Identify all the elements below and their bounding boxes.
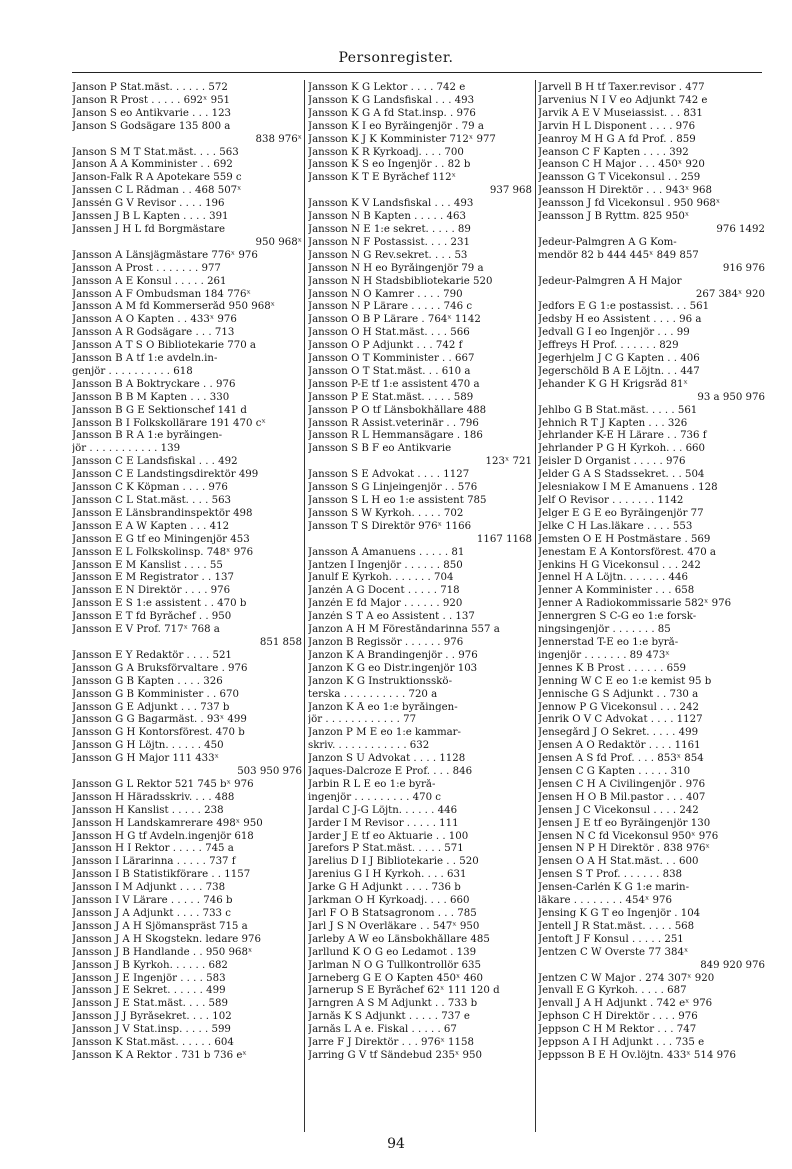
- register-entry: Jansson O P Adjunkt . . . 742 f: [308, 340, 463, 352]
- register-entry: Janssén G V Revisor . . . . 196: [72, 198, 225, 210]
- register-entry: Jansson K S eo Ingenjör . . 82 b: [308, 159, 471, 171]
- register-entry: Jarelius D I J Bibliotekarie . . 520: [308, 856, 479, 868]
- register-entry: Jenning W C E eo 1:e kemist 95 b: [538, 675, 712, 687]
- register-entry: Jansson E N Direktör . . . . 976: [72, 585, 231, 597]
- register-entry: 1167 1168: [476, 533, 532, 545]
- register-entry: Jedvall G I eo Ingenjör . . . 99: [538, 327, 690, 339]
- register-entry: Jansson E M Kanslist . . . . 55: [72, 559, 223, 571]
- register-entry: Jarkman O H Kyrkoadj. . . . 660: [308, 895, 470, 907]
- header-rule: [72, 72, 762, 73]
- register-entry: Janssen J H L fd Borgmästare: [72, 223, 226, 235]
- register-entry: Jennische G S Adjunkt . . 730 a: [538, 688, 699, 700]
- register-entry: Jarvik A E V Museiassist. . . 831: [538, 107, 703, 119]
- register-entry: Jansson K J K Komminister 712ˣ 977: [308, 133, 496, 145]
- register-entry: Jarvenius N I V eo Adjunkt 742 e: [538, 94, 708, 106]
- register-entry: Jarvell B H tf Taxer.revisor . 477: [538, 82, 705, 93]
- register-entry: Janson Å A Komminister . . 692: [72, 159, 233, 171]
- register-entry: Jensen N C fd Vicekonsul 950ˣ 976: [538, 830, 719, 842]
- register-entry: Janulf E Kyrkoh. . . . . . . 704: [308, 572, 454, 584]
- register-entry: Jansson K I eo Byråingenjör . 79 a: [308, 120, 484, 132]
- register-entry: jör . . . . . . . . . . . 139: [72, 443, 181, 455]
- register-entry: Jehlbo G B Stat.mäst. . . . . 561: [538, 404, 698, 416]
- register-entry: Jensing K G T eo Ingenjör . 104: [538, 908, 701, 919]
- register-entry: skriv. . . . . . . . . . . . 632: [308, 740, 430, 752]
- register-columns: [72, 82, 765, 1132]
- register-entry: Jansson G H Kontorsförest. 470 b: [72, 727, 245, 739]
- register-entry: Jansson H I Rektor . . . . . 745 a: [72, 843, 234, 855]
- register-entry: Jansson J E Stat.mäst. . . . 589: [72, 998, 228, 1010]
- register-entry: Jehrlander K-E H Lärare . . 736 f: [538, 430, 707, 442]
- register-entry: Jensen-Carlén K G 1:e marin-: [538, 882, 690, 894]
- register-entry: Jansson O T Stat.mäst. . . 610 a: [308, 365, 471, 377]
- register-entry: Jansson K V Landsfiskal . . . 493: [308, 198, 474, 210]
- register-entry: Jenrik O V C Advokat . . . . 1127: [538, 714, 703, 726]
- register-entry: Janson-Falk R A Apotekare 559 c: [72, 172, 242, 184]
- register-entry: Jensen A O Redaktör . . . . 1161: [538, 740, 701, 752]
- register-entry: Jarleby A W eo Länsbokhållare 485: [308, 933, 490, 945]
- register-entry: Janson S M T Stat.mäst. . . . 563: [72, 146, 239, 158]
- register-entry: Janzon K A Brandingenjör . . 976: [308, 649, 478, 661]
- register-entry: Jansson J B Handlande . . 950 968ˣ: [72, 946, 253, 958]
- register-entry: Jansson B B M Kapten . . . 330: [72, 391, 230, 403]
- register-entry: Jansson E Y Redaktör . . . . 521: [72, 649, 232, 661]
- register-entry: Jansson P-E tf 1:e assistent 470 a: [308, 378, 480, 390]
- register-entry: Janzén E fd Major . . . . . . 920: [308, 598, 463, 610]
- register-entry: Jarenius G I H Kyrkoh. . . . 631: [308, 869, 467, 881]
- register-entry: Jarnerup S E Byråchef 62ˣ 111 120 d: [308, 985, 500, 997]
- register-entry: Janzon B Regissör . . . . . . 976: [308, 636, 464, 648]
- register-entry: 93 a 950 976: [697, 391, 765, 403]
- register-entry: Jansson K G Lektor . . . . 742 e: [308, 82, 466, 93]
- register-entry: Jelke C H Las.läkare . . . . 553: [538, 520, 693, 532]
- register-entry: Jensen C G Kapten . . . . . 310: [538, 766, 691, 778]
- register-entry: Jentoft J F Konsul . . . . . 251: [538, 933, 684, 945]
- register-entry: Janssen C L Rådman . . 468 507ˣ: [72, 185, 242, 197]
- register-entry: Jennergren S C-G eo 1:e forsk-: [538, 611, 697, 623]
- register-entry: Jenvall E G Kyrkoh. . . . . 687: [538, 985, 687, 997]
- register-entry: Jansson R L Hemmansägare . 186: [308, 430, 483, 442]
- register-entry: Jansson A Länsjägmästare 776ˣ 976: [72, 249, 258, 261]
- register-entry: Jansson O B P Lärare . 764ˣ 1142: [308, 314, 481, 326]
- register-entry: Jenvall J A H Adjunkt . 742 eˣ 976: [538, 998, 713, 1010]
- register-entry: 849 920 976: [700, 959, 765, 971]
- register-entry: Jansson A T S O Bibliotekarie 770 a: [72, 340, 256, 352]
- register-entry: Jansson B I Folkskollärare 191 470 cˣ: [72, 417, 266, 429]
- register-entry: Jansson E A W Kapten . . . 412: [72, 520, 230, 532]
- register-entry: Jenestam E A Kontorsförest. 470 a: [538, 546, 716, 558]
- register-entry: Jenkins H G Vicekonsul . . . 242: [538, 559, 701, 571]
- register-entry: 916 976: [722, 262, 765, 274]
- register-entry: Jansson G L Rektor 521 745 bˣ 976: [72, 778, 254, 790]
- register-entry: 950 968ˣ: [255, 236, 302, 248]
- register-entry: Jansson A Prost . . . . . . . 977: [72, 262, 221, 274]
- register-entry: Jarl J S N Överläkare . . 547ˣ 950: [308, 920, 480, 932]
- register-entry: Jeansson J fd Vicekonsul . 950 968ˣ: [538, 198, 721, 210]
- register-entry: Jedsby H eo Assistent . . . . 96 a: [538, 314, 702, 326]
- register-entry: Jansson J B Kyrkoh. . . . . . 682: [72, 959, 228, 971]
- register-entry: Jansson H Landskamrerare 498ˣ 950: [72, 817, 263, 829]
- register-entry: Jansson K G A fd Stat.insp. . 976: [308, 107, 476, 119]
- register-entry: Jeppson A I H Adjunkt . . . 735 e: [538, 1037, 705, 1049]
- register-entry: Jansson K Stat.mäst. . . . . . 604: [72, 1037, 234, 1049]
- register-entry: ingenjör . . . . . . . . . 470 c: [308, 791, 442, 803]
- register-entry: Janson P Stat.mäst. . . . . . 572: [72, 82, 228, 93]
- register-entry: Jeansson J B Ryttm. 825 950ˣ: [538, 211, 690, 223]
- register-entry: Jansson B R A 1:e byråingen-: [72, 430, 223, 442]
- register-entry: mendör 82 b 444 445ˣ 849 857: [538, 249, 699, 261]
- register-entry: Jedeur-Palmgren Å H Major: [538, 275, 682, 287]
- register-entry: Jarke G H Adjunkt . . . . 736 b: [308, 882, 461, 894]
- register-entry: Jennel H A Löjtn. . . . . . . 446: [538, 572, 688, 584]
- register-entry: Jenner A Radiokommissarie 582ˣ 976: [538, 598, 732, 610]
- register-entry: Jensen C H A Civilingenjör . 976: [538, 778, 706, 790]
- register-entry: Jephson C H Direktör . . . . 976: [538, 1011, 698, 1023]
- register-entry: Jemsten O E H Postmästare . 569: [538, 533, 711, 545]
- register-entry: Jansson G B Komminister . . 670: [72, 688, 239, 700]
- register-entry: Jeansson H Direktör . . . 943ˣ 968: [538, 185, 712, 197]
- register-entry: Jansson G A Bruksförvaltare . 976: [72, 662, 248, 674]
- register-entry: Jansson K G Landsfiskal . . . 493: [308, 94, 475, 106]
- register-entry: Jeppsson B E H Öv.löjtn. 433ˣ 514 976: [538, 1049, 737, 1061]
- register-entry: Jansson J E Sekret. . . . . . 499: [72, 985, 226, 997]
- register-entry: Jelf O Revisor . . . . . . . 1142: [538, 495, 684, 506]
- register-entry: Jansson T S Direktör 976ˣ 1166: [308, 520, 472, 532]
- register-entry: Jansson N G Rev.sekret. . . . 53: [308, 249, 468, 261]
- register-entry: Jansson K T E Byråchef 112ˣ: [308, 172, 456, 184]
- register-entry: Jansson E S 1:e assistent . . 470 b: [72, 598, 247, 610]
- register-entry: Jegerschöld B A E Löjtn. . . 447: [538, 365, 700, 377]
- register-entry: Jansson G H Löjtn. . . . . . 450: [72, 740, 224, 752]
- register-entry: Jansson I Lärarinna . . . . . 737 f: [72, 856, 236, 868]
- register-entry: Jansson G H Major 111 433ˣ: [72, 753, 219, 765]
- register-entry: Jansson J V Stat.insp. . . . . 599: [72, 1024, 231, 1036]
- register-entry: Jansson I B Statistikförare . . 1157: [72, 869, 251, 881]
- register-entry: Jennow P G Vicekonsul . . . 242: [538, 701, 699, 713]
- register-entry: Jansson E L Folkskolinsp. 748ˣ 976: [72, 546, 254, 558]
- register-entry: Jansson I V Lärare . . . . . 746 b: [72, 895, 233, 907]
- register-entry: Jansson E M Registrator . . 137: [72, 572, 234, 584]
- register-entry: Jeanroy M H G A fd Prof. . 859: [538, 133, 696, 145]
- register-entry: Jeisler D Organist . . . . . 976: [538, 456, 686, 468]
- register-entry: Jensen A S fd Prof. . . . 853ˣ 854: [538, 753, 704, 765]
- register-entry: Janssen J B L Kapten . . . . 391: [72, 211, 229, 223]
- register-column-3: [538, 82, 765, 1132]
- register-entry: läkare . . . . . . . . 454ˣ 976: [538, 895, 672, 907]
- register-entry: 123ˣ 721: [485, 456, 532, 468]
- register-entry: Jarneberg G E O Kapten 450ˣ 460: [308, 972, 484, 984]
- register-entry: Jansson J A H Skogstekn. ledare 976: [72, 933, 261, 945]
- register-entry: Jansson Å Amanuens . . . . . 81: [308, 546, 465, 558]
- register-entry: Jeffreys H Prof. . . . . . . 829: [538, 340, 679, 352]
- register-entry: Jansson A M fd Kommerseråd 950 968ˣ: [72, 301, 275, 313]
- register-entry: Jentzen C W Major . 274 307ˣ 920: [538, 972, 715, 984]
- register-entry: Janzén A G Docent . . . . . 718: [308, 585, 460, 597]
- register-entry: Jarvin H L Disponent . . . . 976: [538, 120, 696, 132]
- register-entry: Jansson G E Adjunkt . . . 737 b: [72, 701, 230, 713]
- register-column-2: [308, 82, 532, 1132]
- register-entry: Jansson H Kanslist . . . . . 238: [72, 804, 224, 816]
- register-entry: Jansson J J Byråsekret. . . . 102: [72, 1011, 232, 1023]
- register-entry: Jansson R Assist.veterinär . . 796: [308, 417, 479, 429]
- register-entry: Jensegård J O Sekret. . . . . 499: [538, 727, 699, 739]
- register-entry: Jensen H O B Mil.pastor . . . 407: [538, 791, 706, 803]
- register-entry: Jansson H Häradsskriv. . . . 488: [72, 791, 235, 803]
- register-entry: terska . . . . . . . . . . 720 a: [308, 688, 438, 700]
- register-entry: Jansson H G tf Avdeln.ingenjör 618: [72, 830, 254, 842]
- register-entry: ingenjör . . . . . . . 89 473ˣ: [538, 649, 670, 661]
- register-entry: Jansson C K Köpman . . . . 976: [72, 482, 228, 494]
- register-entry: Jansson B G E Sektionschef 141 d: [72, 404, 247, 416]
- register-entry: Jehnich R T J Kapten . . . 326: [538, 417, 688, 429]
- register-entry: Jansson B A Boktryckare . . 976: [72, 378, 236, 390]
- register-entry: Jarl F O B Statsagronom . . . 785: [308, 908, 477, 919]
- register-entry: Jentzen C W Överste 77 384ˣ: [538, 946, 689, 958]
- register-entry: Jansson E V Prof. 717ˣ 768 a: [72, 624, 220, 636]
- page-number: 94: [387, 1136, 405, 1152]
- register-entry: Jansson S E Advokat . . . . 1127: [308, 469, 470, 481]
- register-entry: Jeanson C F Kapten . . . . 392: [538, 146, 689, 158]
- register-entry: Janzon K G eo Distr.ingenjör 103: [308, 662, 478, 674]
- register-entry: Jansson J E Ingenjör . . . . 583: [72, 972, 226, 984]
- register-entry: jör . . . . . . . . . . . . 77: [308, 714, 417, 726]
- register-entry: Jarlman N O G Tullkontrollör 635: [308, 959, 481, 971]
- register-entry: Jansson C E Landstingsdirektör 499: [72, 469, 259, 481]
- register-entry: Jarefors P Stat.mäst. . . . . 571: [308, 843, 464, 855]
- register-entry: Jarring G V tf Sändebud 235ˣ 950: [308, 1049, 483, 1061]
- register-entry: Janson S Godsägare 135 800 a: [72, 120, 231, 132]
- register-entry: Jarder I M Revisor . . . . . 111: [308, 817, 459, 829]
- register-entry: Jedeur-Palmgren A G Kom-: [538, 236, 677, 248]
- register-entry: Jansson N O Kamrer . . . . 790: [308, 288, 463, 300]
- register-entry: Jansson K R Kyrkoadj. . . . 700: [308, 146, 464, 158]
- register-entry: Jansson K A Rektor . 731 b 736 eˣ: [72, 1049, 247, 1061]
- register-entry: Jeppson C H M Rektor . . . 747: [538, 1024, 697, 1036]
- register-entry: Jaques-Dalcroze E Prof. . . . 846: [308, 766, 473, 778]
- register-entry: Jehander K G H Krigsråd 81ˣ: [538, 378, 688, 390]
- register-entry: Jensen S T Prof. . . . . . . 838: [538, 869, 683, 881]
- register-entry: 937 968: [489, 185, 532, 197]
- register-entry: Jansson S L H eo 1:e assistent 785: [308, 495, 487, 506]
- register-entry: Jehrlander P G H Kyrkoh. . . 660: [538, 443, 706, 455]
- register-entry: Jansson S G Linjeingenjör . . 576: [308, 482, 478, 494]
- register-entry: 503 950 976: [237, 766, 302, 778]
- register-entry: Jentell J R Stat.mäst. . . . . 568: [538, 920, 695, 932]
- register-entry: Jarnås L A e. Fiskal . . . . . 67: [308, 1024, 457, 1036]
- register-entry: Jansson P O tf Länsbokhållare 488: [308, 404, 487, 416]
- register-entry: Jansson J A Adjunkt . . . . 733 c: [72, 908, 231, 919]
- register-entry: genjör . . . . . . . . . . 618: [72, 365, 193, 377]
- register-entry: Jegerhjelm J C G Kapten . . 406: [538, 353, 700, 365]
- register-entry: Janzon K Å eo 1:e byråingen-: [308, 701, 458, 713]
- register-entry: Jensen O A H Stat.mäst. . . 600: [538, 856, 699, 868]
- register-column-1: [72, 82, 302, 1132]
- register-entry: Jansson G B Kapten . . . . 326: [72, 675, 223, 687]
- register-entry: Jarnås K S Adjunkt . . . . . 737 e: [308, 1011, 470, 1023]
- register-entry: Jansson O H Stat.mäst. . . . 566: [308, 327, 470, 339]
- register-entry: Janson R Prost . . . . . 692ˣ 951: [72, 94, 231, 106]
- register-entry: Jelesniakow I M E Amanuens . 128: [538, 482, 718, 494]
- register-entry: 851 858: [259, 636, 302, 648]
- register-entry: Jansson A E Konsul . . . . . 261: [72, 275, 227, 287]
- register-entry: 838 976ˣ: [255, 133, 302, 145]
- register-entry: Jansson S B F eo Antikvarie: [308, 443, 452, 455]
- register-entry: Janzén S T A eo Assistent . . 137: [308, 611, 475, 623]
- register-entry: Jansson E Länsbrandinspektör 498: [72, 507, 253, 519]
- register-entry: 267 384ˣ 920: [695, 288, 765, 300]
- register-entry: Jansson N P Lärare . . . . . 746 c: [308, 301, 473, 313]
- register-entry: Jensen J E tf eo Byråingenjör 130: [538, 817, 711, 829]
- register-entry: Jansson A O Kapten . . 433ˣ 976: [72, 314, 237, 326]
- register-entry: Jansson J A H Sjömanspräst 715 a: [72, 920, 248, 932]
- register-entry: Jeanson C H Major . . . 450ˣ 920: [538, 159, 705, 171]
- register-entry: Jansson A F Ombudsman 184 776ˣ: [72, 288, 251, 300]
- register-entry: Jansson E T fd Byråchef . . 950: [72, 611, 232, 623]
- register-entry: Jarder J E tf eo Aktuarie . . 100: [308, 830, 469, 842]
- register-entry: Jansson C E Landsfiskal . . . 492: [72, 456, 238, 468]
- register-entry: Janzon K G Instruktionsskö-: [308, 675, 453, 687]
- register-entry: Jedfors E G 1:e postassist. . . 561: [538, 301, 710, 313]
- register-entry: Jansson A R Godsägare . . . 713: [72, 327, 235, 339]
- register-entry: ningsingenjör . . . . . . . 85: [538, 624, 671, 636]
- register-entry: Jelder G A S Stadssekret. . . 504: [538, 469, 705, 481]
- page-title: Personregister.: [338, 50, 454, 66]
- register-entry: Jensen J C Vicekonsul . . . . 242: [538, 804, 699, 816]
- register-entry: Jansson E G tf eo Miningenjör 453: [72, 533, 250, 545]
- register-entry: Jennes K B Prost . . . . . . 659: [538, 662, 687, 674]
- register-entry: Jennerstad T-E eo 1:e byrå-: [538, 636, 679, 648]
- register-entry: Janzon P M E eo 1:e kammar-: [308, 727, 461, 739]
- register-entry: Jantzen I Ingenjör . . . . . . 850: [308, 559, 463, 571]
- register-entry: Jelger E G E eo Byråingenjör 77: [538, 507, 704, 519]
- register-entry: Janzon A H M Föreståndarinna 557 a: [308, 624, 500, 636]
- register-entry: Janzon S U Advokat . . . . 1128: [308, 753, 466, 765]
- register-entry: Jansson N B Kapten . . . . . 463: [308, 211, 466, 223]
- register-entry: Jansson I M Adjunkt . . . . 738: [72, 882, 226, 894]
- register-entry: Jansson O T Komminister . . 667: [308, 353, 475, 365]
- register-entry: Jansson P E Stat.mäst. . . . . 589: [308, 391, 474, 403]
- register-entry: Jarngren A S M Adjunkt . . 733 b: [308, 998, 478, 1010]
- register-entry: Jansson N H eo Byråingenjör 79 a: [308, 262, 484, 274]
- register-entry: Jenner A Komminister . . . 658: [538, 585, 695, 597]
- register-entry: Jansson G G Bagarmäst. . 93ˣ 499: [72, 714, 247, 726]
- register-entry: Jansson C L Stat.mäst. . . . 563: [72, 495, 232, 506]
- register-entry: Jarre F J Direktör . . . 976ˣ 1158: [308, 1037, 474, 1049]
- register-entry: Jansson S W Kyrkoh. . . . . 702: [308, 507, 464, 519]
- register-entry: Jansson B A tf 1:e avdeln.in-: [72, 353, 218, 365]
- register-entry: Jansson N F Postassist. . . . 231: [308, 236, 470, 248]
- register-entry: Jensen N P H Direktör . 838 976ˣ: [538, 843, 710, 855]
- register-entry: Jeansson G T Vicekonsul . . 259: [538, 172, 701, 184]
- register-entry: 976 1492: [716, 223, 765, 235]
- register-entry: Jansson N E 1:e sekret. . . . . 89: [308, 223, 471, 235]
- register-entry: Janson S eo Antikvarie . . . 123: [72, 107, 232, 119]
- register-entry: Jarllund K O G eo Ledamot . 139: [308, 946, 477, 958]
- register-entry: Jardal C J-G Löjtn. . . . . . 446: [308, 804, 458, 816]
- register-entry: Jarbin R L E eo 1:e byrå-: [308, 778, 436, 790]
- register-entry: Jansson N H Stadsbibliotekarie 520: [308, 275, 493, 287]
